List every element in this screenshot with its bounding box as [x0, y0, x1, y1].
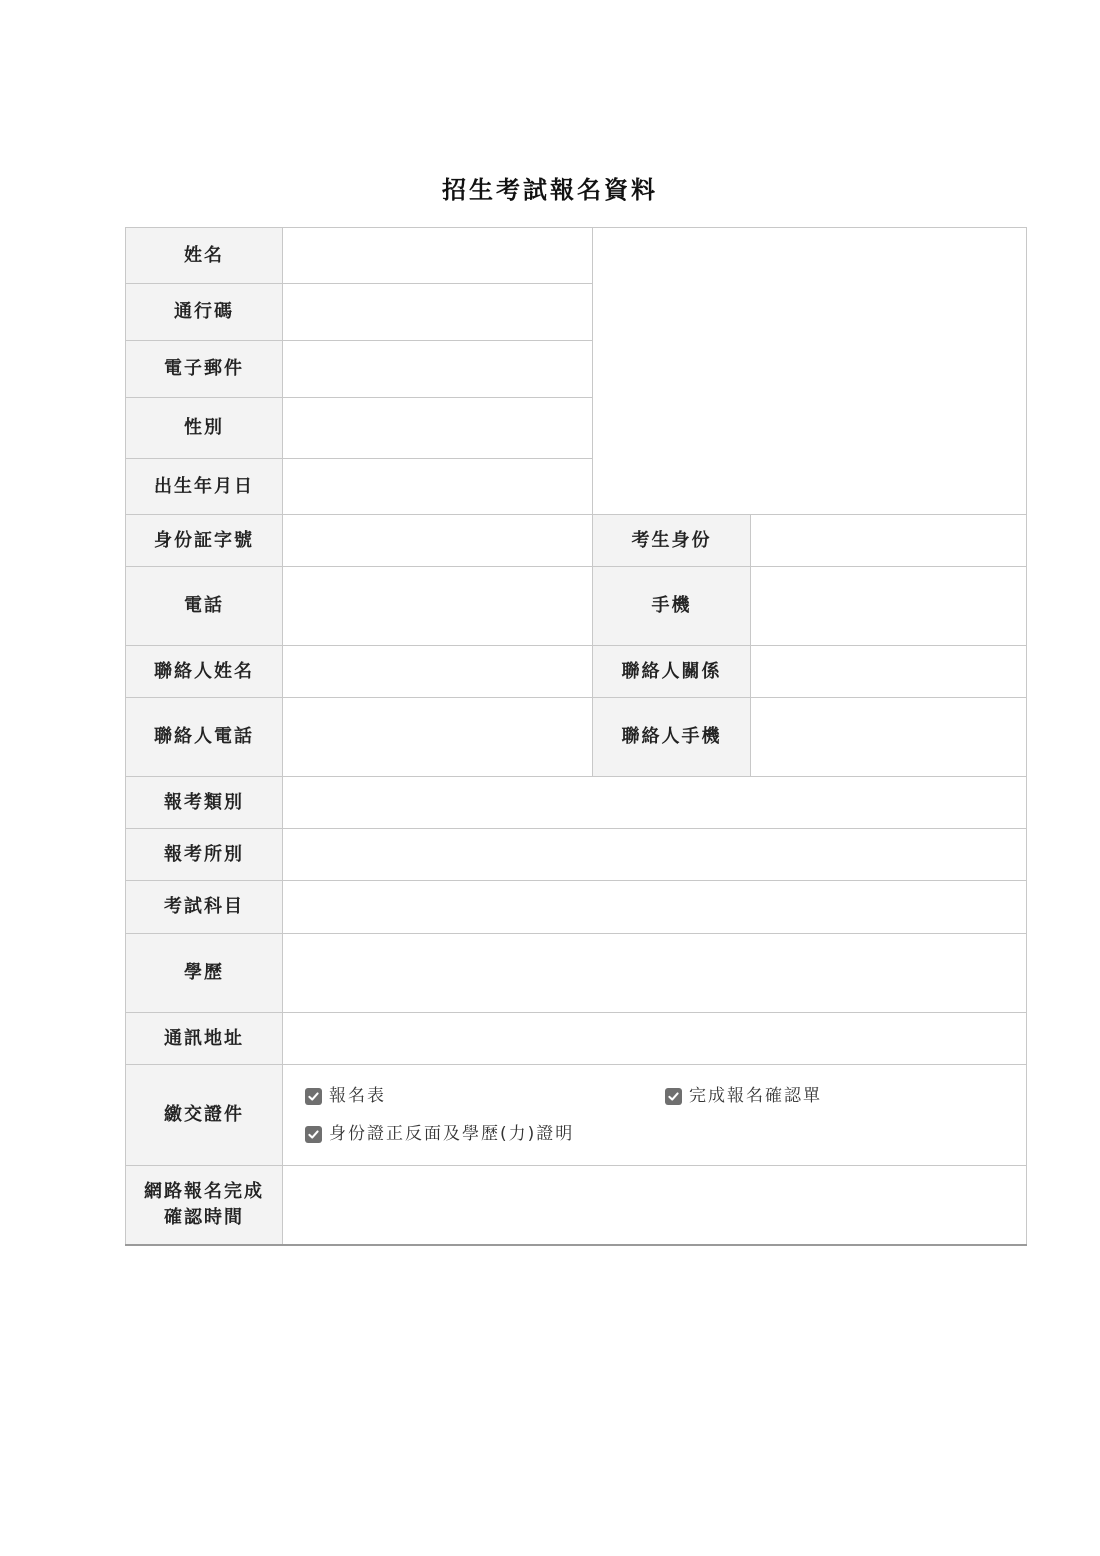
- id-number-label: 身份証字號: [126, 515, 283, 567]
- candidate-identity-value: [751, 515, 1027, 567]
- phone-label: 電話: [126, 567, 283, 646]
- row-confirm-time: [126, 1166, 1027, 1245]
- address-label: 通訊地址: [126, 1013, 283, 1065]
- name-value: [283, 228, 593, 284]
- documents-list: [283, 1065, 1027, 1166]
- confirm-time-label-line2: 確認時間: [164, 1206, 244, 1228]
- confirm-time-value: [283, 1166, 1027, 1245]
- name-label: 姓名: [126, 228, 283, 284]
- photo-area: [593, 228, 1027, 515]
- mobile-value: [751, 567, 1027, 646]
- birthday-label: 出生年月日: [126, 459, 283, 515]
- row-exam-subjects: [126, 881, 1027, 934]
- education-label: 學歷: [126, 934, 283, 1013]
- exam-department-value: [283, 829, 1027, 881]
- candidate-identity-label: 考生身份: [593, 515, 751, 567]
- contact-phone-value: [283, 698, 593, 777]
- gender-label: 性別: [126, 398, 283, 459]
- document-item[interactable]: [305, 1122, 665, 1146]
- phone-value: [283, 567, 593, 646]
- checkbox-checked-icon[interactable]: [305, 1126, 322, 1143]
- page-title: 招生考試報名資料: [442, 175, 658, 204]
- document-item[interactable]: [665, 1084, 1025, 1108]
- exam-subjects-value: [283, 881, 1027, 934]
- email-value: [283, 341, 593, 398]
- row-id-number: [126, 515, 1027, 567]
- id-number-value: [283, 515, 593, 567]
- row-name: [126, 228, 1027, 284]
- document-item-label: 身份證正反面及學歷(力)證明: [329, 1124, 575, 1144]
- row-documents: [126, 1065, 1027, 1166]
- exam-category-value: [283, 777, 1027, 829]
- exam-subjects-label: 考試科目: [126, 881, 283, 934]
- confirm-time-label: [126, 1166, 283, 1245]
- row-exam-category: [126, 777, 1027, 829]
- document-item-label: 完成報名確認單: [689, 1086, 822, 1106]
- document-item[interactable]: [305, 1084, 665, 1108]
- documents-label: 繳交證件: [126, 1065, 283, 1166]
- checkbox-checked-icon[interactable]: [305, 1088, 322, 1105]
- contact-name-label: 聯絡人姓名: [126, 646, 283, 698]
- contact-name-value: [283, 646, 593, 698]
- passcode-value: [283, 284, 593, 341]
- exam-category-label: 報考類別: [126, 777, 283, 829]
- birthday-value: [283, 459, 593, 515]
- checkbox-checked-icon[interactable]: [665, 1088, 682, 1105]
- passcode-label: 通行碼: [126, 284, 283, 341]
- row-education: [126, 934, 1027, 1013]
- exam-department-label: 報考所別: [126, 829, 283, 881]
- email-label: 電子郵件: [126, 341, 283, 398]
- row-contact-phone: [126, 698, 1027, 777]
- contact-mobile-label: 聯絡人手機: [593, 698, 751, 777]
- education-value: [283, 934, 1027, 1013]
- contact-phone-label: 聯絡人電話: [126, 698, 283, 777]
- confirm-time-label-line1: 網路報名完成: [144, 1180, 264, 1202]
- row-exam-department: [126, 829, 1027, 881]
- contact-relation-label: 聯絡人關係: [593, 646, 751, 698]
- row-contact-name: [126, 646, 1027, 698]
- mobile-label: 手機: [593, 567, 751, 646]
- registration-table: [125, 227, 1027, 1246]
- address-value: [283, 1013, 1027, 1065]
- gender-value: [283, 398, 593, 459]
- contact-relation-value: [751, 646, 1027, 698]
- document-item-label: 報名表: [329, 1086, 386, 1106]
- row-address: [126, 1013, 1027, 1065]
- row-phone: [126, 567, 1027, 646]
- contact-mobile-value: [751, 698, 1027, 777]
